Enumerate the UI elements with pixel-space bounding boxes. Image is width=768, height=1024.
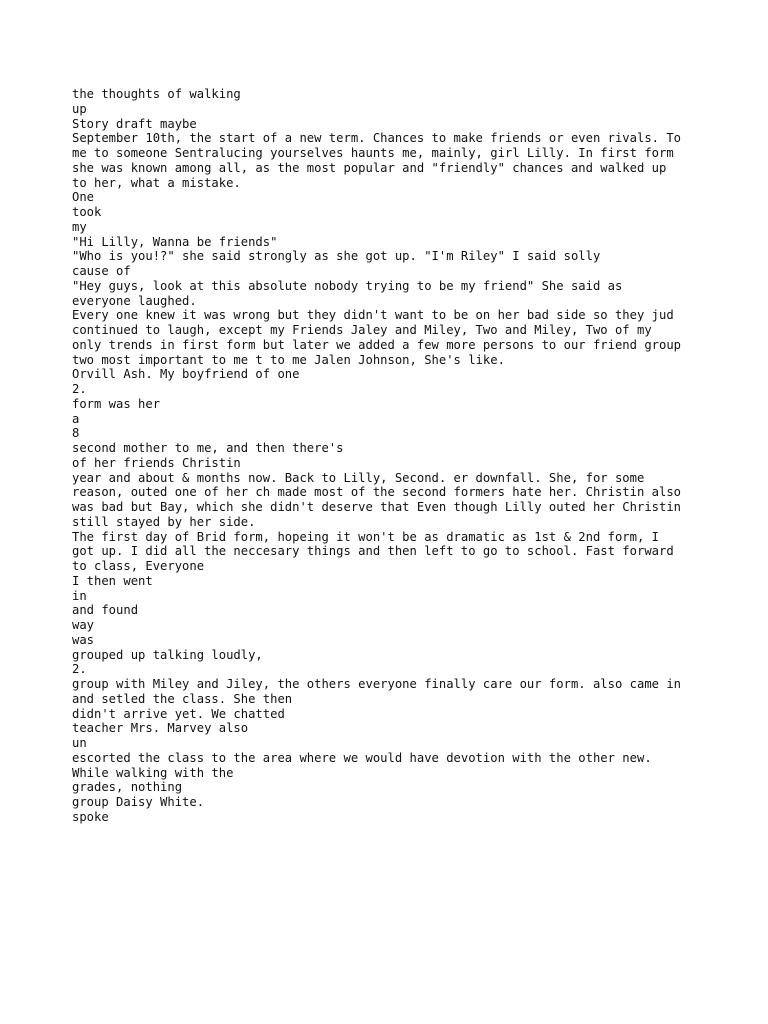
text-line: up	[72, 101, 87, 116]
text-line: she was known among all, as the most popular and "friendly" chances and walked up	[72, 160, 667, 175]
text-line: me to someone Sentralucing yourselves haunts me, mainly, girl Lilly. In first form	[72, 146, 674, 160]
text-line: "Who is you!?" she said strongly as she got up. "I'm Riley" I said solly	[72, 249, 601, 264]
text-line: spoke	[72, 809, 109, 824]
text-line: grades, nothing	[72, 780, 183, 795]
text-line: a	[72, 411, 80, 426]
text-line: form was her	[72, 396, 161, 411]
text-line: group Daisy White.	[72, 795, 205, 809]
text-line: cause of	[72, 264, 131, 278]
text-line: was	[72, 632, 95, 647]
text-line: I then went	[72, 573, 153, 588]
text-line: "Hey guys, look at this absolute nobody trying to be my friend" She said as	[72, 278, 623, 293]
text-line: While walking with the	[72, 765, 234, 780]
text-line: 2.	[72, 662, 87, 677]
text-line: second mother to me, and then there's	[72, 441, 344, 455]
text-line: reason, outed one of her ch made most of the second formers hate her. Christin also	[72, 485, 682, 500]
text-line: of her friends Christin	[72, 455, 241, 470]
text-line: escorted the class to the area where we would have devotion with the other new.	[72, 750, 652, 765]
text-line: 8	[72, 426, 80, 441]
text-line: Story draft maybe	[72, 116, 197, 131]
text-line: got up. I did all the neccesary things and then left to go to school. Fast forward	[72, 544, 674, 559]
text-line: to class, Everyone	[72, 559, 205, 573]
text-line: Orvill Ash. My boyfriend of one	[72, 367, 300, 382]
text-line: 2.	[72, 382, 87, 396]
text-line: grouped up talking loudly,	[72, 647, 263, 662]
text-line: September 10th, the start of a new term. Chances to make friends or even rivals. To	[72, 131, 682, 146]
text-line: year and about & months now. Back to Lilly, Second. er downfall. She, for some	[72, 470, 645, 485]
text-line: One	[72, 190, 95, 205]
text-line: only trends in first form but later we added a few more persons to our friend group	[72, 337, 682, 352]
text-line: and setled the class. She then	[72, 691, 293, 706]
text-line: continued to laugh, except my Friends Jaley and Miley, Two and Miley, Two of my	[72, 323, 652, 337]
text-line: two most important to me t to me Jalen Johnson, She's like.	[72, 352, 505, 367]
text-line: the thoughts of walking	[72, 87, 241, 101]
text-line: in	[72, 588, 87, 603]
text-line: teacher Mrs. Marvey also	[72, 721, 249, 736]
text-line: and found	[72, 603, 139, 618]
text-line: The first day of Brid form, hopeing it won't be as dramatic as 1st & 2nd form, I	[72, 529, 659, 544]
text-line: Every one knew it was wrong but they didn't want to be on her bad side so they jud	[72, 308, 674, 323]
text-line: still stayed by her side.	[72, 514, 256, 529]
text-line: my	[72, 219, 87, 234]
text-line: un	[72, 736, 87, 750]
text-line: to her, what a mistake.	[72, 175, 241, 190]
text-line: group with Miley and Jiley, the others everyone finally care our form. also came in	[72, 677, 682, 691]
text-line: everyone laughed.	[72, 293, 197, 308]
text-line: took	[72, 205, 102, 219]
text-line: way	[72, 618, 95, 632]
document-page	[72, 87, 712, 825]
text-line: "Hi Lilly, Wanna be friends"	[72, 234, 278, 249]
text-line: was bad but Bay, which she didn't deserve that Even though Lilly outed her Christin	[72, 500, 682, 514]
text-line: didn't arrive yet. We chatted	[72, 706, 285, 721]
